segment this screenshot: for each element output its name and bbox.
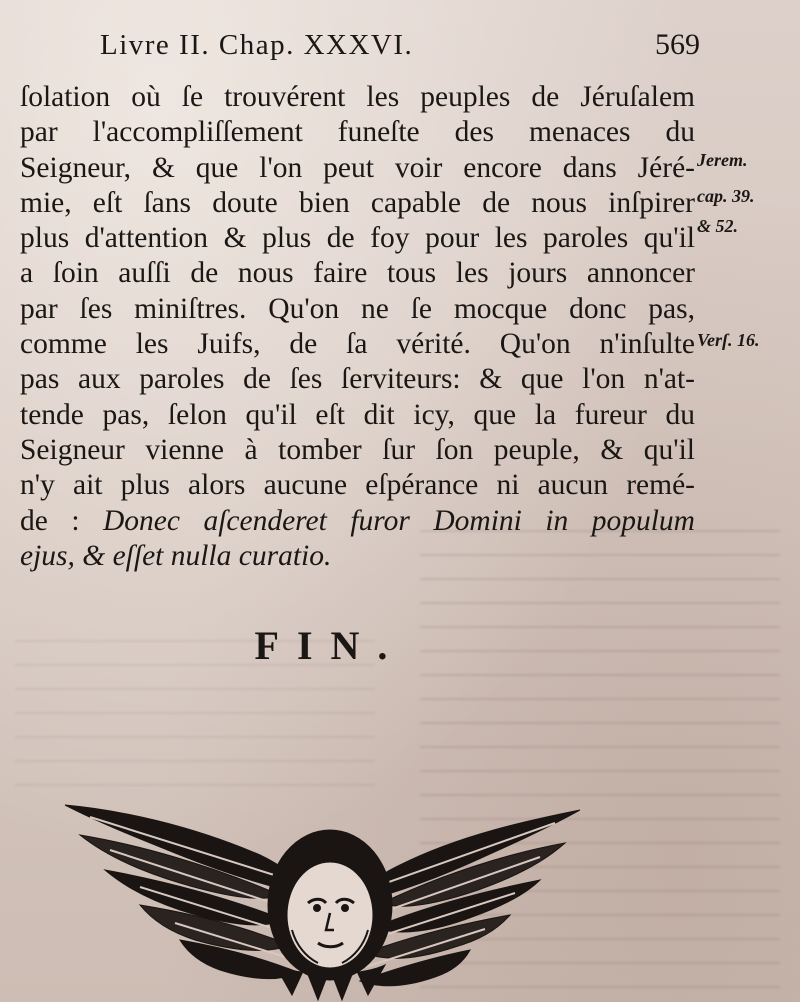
latin-quote-line <box>20 504 695 539</box>
text-line: par ſes miniſtres. Qu'on ne ſe mocque donc pas, <box>20 292 695 325</box>
margin-note-verse: Verſ. 16. <box>697 330 760 350</box>
latin-quote-part-1: Donec aſcenderet furor Domini in populum <box>102 504 695 537</box>
margin-note-jerem: Jerem. <box>697 150 748 170</box>
running-head <box>100 28 700 62</box>
body-text <box>20 80 695 574</box>
margin-note-chapter: cap. 39. <box>697 186 755 206</box>
latin-quote-line-end: ejus, & eſſet nulla curatio. <box>20 539 332 572</box>
text-line: a ſoin auſſi de nous faire tous les jours annoncer <box>20 257 695 290</box>
text-line: comme les Juifs, de ſa vérité. Qu'on n'inſulte <box>20 328 695 361</box>
collar-ruff <box>275 965 385 1000</box>
text-line: plus d'attention & plus de foy pour les paroles qu'il <box>20 222 695 255</box>
text-line: n'y ait plus alors aucune eſpérance ni aucun remé- <box>20 469 695 502</box>
cherub-head <box>268 830 392 980</box>
text-line: par l'accompliſſement funeſte des menaces du <box>20 116 695 149</box>
running-head-title: Livre II. Chap. XXXVI. <box>100 29 414 61</box>
closing-fin: FIN. <box>254 623 406 668</box>
margin-note-chapter-2: & 52. <box>697 216 739 236</box>
page-number: 569 <box>655 28 700 61</box>
text-line: Seigneur vienne à tomber ſur ſon peuple, & qu'il <box>20 433 695 466</box>
text-line: mie, eſt ſans doute bien capable de nous inſpirer <box>20 186 695 219</box>
text-line: ſolation où ſe trouvérent les peuples de Jéruſalem <box>20 81 695 113</box>
latin-line-prefix: de : <box>20 504 103 537</box>
text-line: Seigneur, & que l'on peut voir encore dans Jéré- <box>20 151 695 184</box>
winged-cherub-ornament <box>60 795 585 1002</box>
text-line: pas aux paroles de ſes ſerviteurs: & que l'on n'at- <box>20 363 695 396</box>
text-line: tende pas, ſelon qu'il eſt dit icy, que la fureur du <box>20 398 695 431</box>
